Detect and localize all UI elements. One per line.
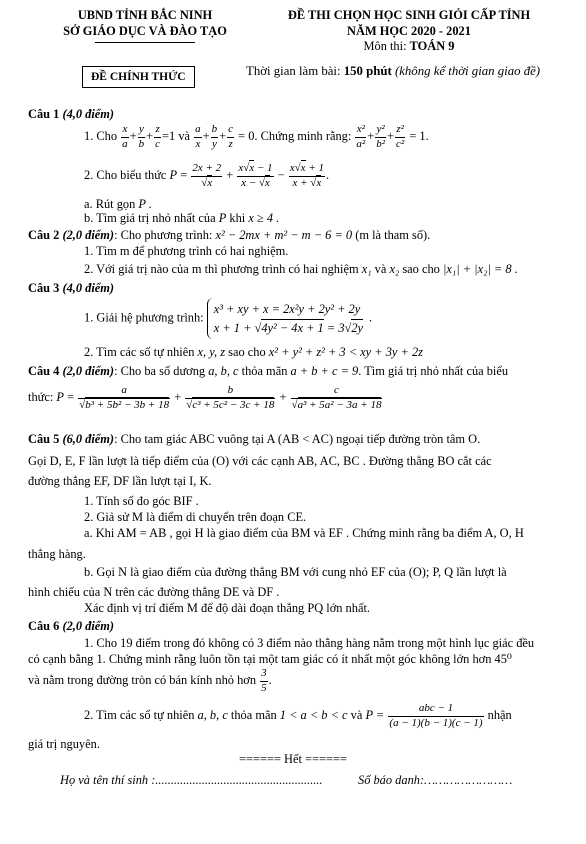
q6-tail: nhận xyxy=(487,707,512,722)
q1-p2-prefix: 2. Cho biểu thức xyxy=(84,167,167,182)
q6-part2-cont: giá trị nguyên. xyxy=(28,737,100,751)
q4-expr-prefix: thức: xyxy=(28,389,54,404)
equation-system: x³ + xy + x = 2x²y + 2y² + 2y x + 1 + √4y² − 4x + 1 = 3√2y xyxy=(207,298,369,339)
q2-points: (2,0 điểm) xyxy=(62,228,115,242)
q6-p1-line1: 1. Cho 19 điểm trong đó không có 3 điểm nào thẳng hàng nằm trong một hình lục giác đều xyxy=(84,636,535,650)
frac-x2-a2: $\frac{\text{x²}}{\text{a²}}$ xyxy=(356,123,366,150)
q3-label: Câu 3 xyxy=(28,281,60,295)
candidate-number-line: Số báo danh:…………………… xyxy=(358,773,513,787)
q5-line2: Gọi D, E, F lần lượt là tiếp điểm của (O) với các cạnh AB, AC, BC . Đường thẳng BO cắt các xyxy=(28,454,492,468)
q6-heading xyxy=(28,619,114,635)
official-badge: ĐỀ CHÍNH THỨC xyxy=(82,66,195,88)
q2-and: và xyxy=(374,262,387,276)
q4-term1: $\frac{a}{\text{√b³ + 5b² − 3b + 18}}$ xyxy=(79,384,170,411)
subject-prefix: Môn thi: xyxy=(363,39,407,53)
exam-subject xyxy=(250,39,568,55)
end-marker: ====== Hết ====== xyxy=(239,752,347,766)
q2-intro xyxy=(28,228,430,244)
q2-x2: x₂ xyxy=(389,262,400,276)
q2-p2-prefix: 2. Với giá trị nào của m thì phương trình có hai nghiệm xyxy=(84,262,359,276)
q2-x1: x₁ xyxy=(361,262,372,276)
candidate-name-line: Họ và tên thí sinh :...................................................... xyxy=(60,773,323,787)
time-value: 150 phút xyxy=(343,64,392,78)
frac-3-5 xyxy=(260,668,268,694)
frac-z2-c2: $\frac{\text{z²}}{\text{c²}}$ xyxy=(396,123,405,150)
q4-intro-text: : Cho ba số dương xyxy=(114,364,206,378)
q4-vars: a, b, c xyxy=(208,364,239,378)
q2-equation: x² − 2mx + m² − m − 6 = 0 xyxy=(215,228,353,242)
q5-part-a: a. Khi AM = AB , gọi H là giao điểm của BM và EF . Chứng minh rằng ba điểm A, O, H xyxy=(84,526,524,540)
exam-time xyxy=(246,64,540,80)
q5-part-b-cont2: Xác định vị trí điểm M để độ dài đoạn thẳng PQ lớn nhất. xyxy=(84,601,370,615)
q2-part2 xyxy=(84,262,518,278)
q4-t1-num: a xyxy=(78,385,170,399)
q4-label: Câu 4 xyxy=(28,364,60,378)
q4-term2: $\frac{b}{\text{√c³ + 5c² − 3c + 18}}$ xyxy=(186,384,275,411)
q6-mid: thỏa mãn xyxy=(230,707,277,722)
q5-part2: 2. Giả sử M là điểm di chuyển trên đoạn CE. xyxy=(84,510,307,524)
sys-line2-a: x + 1 + xyxy=(213,320,255,335)
sys-line2-sqrt2: 2y xyxy=(351,320,364,335)
q3-vars: x, y, z xyxy=(197,345,226,359)
q1-points: (4,0 điểm) xyxy=(62,107,115,121)
q4-cond: a + b + c = 9 xyxy=(290,364,359,378)
q1-p1-eq0: = 0. Chứng minh rằng: xyxy=(238,128,352,143)
q5-line1 xyxy=(28,432,480,448)
q4-t2-num: b xyxy=(185,385,275,399)
q1-part2: 2. Cho biểu thức P = $\frac{2x + 2}{√x}$ + $\frac{x√x - 1}{x - √x}$ − $\frac{x√x + 1}{x + √x}$ . xyxy=(84,162,330,189)
q4-t2-den: c³ + 5c² − 3c + 18 xyxy=(192,398,275,411)
frac-x-a: $\frac{x}{a}$ xyxy=(122,123,128,150)
q3-part1: 1. Giải hệ phương trình: x³ + xy + x = 2x²y + 2y² + 2y x + 1 + √4y² − 4x + 1 = 3√2y. xyxy=(84,298,372,339)
q6-part2 xyxy=(84,703,512,729)
q6-cond: 1 < a < b < c xyxy=(279,707,348,722)
frac-y-b: $\frac{y}{b}$ xyxy=(138,123,145,150)
q4-expression: thức: P = $\frac{a}{\text{√b³ + 5b² − 3b + 18}}$ + $\frac{b}{\text{√c³ + 5c² − 3c + 18}}$ + $\frac{c}{\text{√a³ + 5a² − 3a + 18}}$ xyxy=(28,384,382,411)
time-note: (không kể thời gian giao đề) xyxy=(394,64,541,78)
q5-points: (6,0 điểm) xyxy=(62,432,115,446)
q5-part1: 1. Tính số đo góc BIF . xyxy=(84,494,199,508)
time-prefix: Thời gian làm bài: xyxy=(246,64,341,78)
q5-part-b-cont: hình chiếu của N trên các đường thẳng DE và DF . xyxy=(28,585,280,599)
exam-year: NĂM HỌC 2020 - 2021 xyxy=(347,24,471,38)
q2-param: (m là tham số). xyxy=(355,228,431,242)
q3-p1-prefix: 1. Giải hệ phương trình: xyxy=(84,310,204,325)
frac-p-term1: $\frac{2x + 2}{√x}$ xyxy=(192,162,222,189)
q6-vars: a, b, c xyxy=(197,707,228,722)
frac-c-z: $\frac{c}{z}$ xyxy=(228,123,234,150)
q5-part-b: b. Gọi N là giao điểm của đường thẳng BM với cung nhỏ EF của (O); P, Q lần lượt là xyxy=(84,565,507,579)
q1-part1: 1. Cho $\frac{x}{a}$ + $\frac{y}{b}$ + $\frac{z}{c}$ =1 và $\frac{a}{x}$ + $\frac{b}{y}$ + $\frac{c}{z}$ = 0. Chứng minh rằng: $\frac{\text{x²}}{\text{a²}}$ + $\frac{\text{y²}}{\text{b²}}$ + $\frac{\text{z²}}{\text{c²}}$ = 1. xyxy=(84,123,429,150)
q6-frac-den: (a − 1)(b − 1)(c − 1) xyxy=(389,716,483,729)
q4-tail: . Tìm giá trị nhỏ nhất của biểu xyxy=(358,364,509,378)
q6-frac-num: abc − 1 xyxy=(388,703,483,717)
exam-title: ĐỀ THI CHỌN HỌC SINH GIỎI CẤP TỈNH xyxy=(287,8,531,22)
q5-line3: đường thẳng EF, DF lần lượt tại I, K. xyxy=(28,474,212,488)
q6-and: và xyxy=(350,707,363,722)
frac-3-5-den: 5 xyxy=(261,681,267,694)
q1-part-b xyxy=(84,211,279,227)
subject-value: TOÁN 9 xyxy=(409,39,455,53)
q6-fraction xyxy=(388,703,483,729)
sys-line2-b: = 3 xyxy=(323,320,345,335)
frac-a-x: $\frac{a}{x}$ xyxy=(195,123,201,150)
sys-line1: x³ + xy + x = 2x²y + 2y² + 2y xyxy=(213,302,361,316)
dept-name: UBND TỈNH BẮC NINH xyxy=(77,8,213,22)
sys-line2-sqrt: 4y² − 4x + 1 xyxy=(261,320,324,335)
q3-ineq: x² + y² + z² + 3 < xy + 3y + 2z xyxy=(268,345,424,359)
q4-intro xyxy=(28,364,508,380)
office-name: SỞ GIÁO DỤC VÀ ĐÀO TẠO xyxy=(63,24,227,38)
q4-points: (2,0 điểm) xyxy=(62,364,115,378)
q1-b-P: P xyxy=(218,211,227,225)
frac-p-term2: $\frac{x√x - 1}{x - √x}$ xyxy=(238,162,273,189)
q2-intro-text: : Cho phương trình: xyxy=(114,228,213,242)
q4-t3-den: a³ + 5a² − 3a + 18 xyxy=(297,398,382,411)
q4-term3: $\frac{c}{\text{√a³ + 5a² − 3a + 18}}$ xyxy=(291,384,382,411)
q6-p1-line2: có cạnh bằng 1. Chứng minh rằng luôn tồn tại một tam giác có ít nhất một góc không lớn hơn 45⁰ xyxy=(28,652,512,666)
q2-part1: 1. Tìm m để phương trình có hai nghiệm. xyxy=(84,244,289,258)
q1-b-when: khi xyxy=(229,211,246,225)
q2-cond: |x₁| + |x₂| = 8 . xyxy=(442,262,518,276)
q4-t3-num: c xyxy=(291,385,383,399)
q2-suffix: sao cho xyxy=(402,262,440,276)
frac-p-term3: $\frac{x√x + 1}{x + √x}$ xyxy=(289,162,324,189)
frac-y2-b2: $\frac{\text{y²}}{\text{b²}}$ xyxy=(376,123,386,150)
q3-part2 xyxy=(84,345,423,361)
q6-points: (2,0 điểm) xyxy=(62,619,115,633)
q2-label: Câu 2 xyxy=(28,228,60,242)
q4-t1-den: b³ + 5b² − 3b + 18 xyxy=(85,398,170,411)
q1-heading xyxy=(28,107,114,123)
q1-a-P: P . xyxy=(138,197,152,211)
q6-p1-line3-text: và nằm trong đường tròn có bán kính nhỏ hơn xyxy=(28,672,257,687)
q6-p2-prefix: 2. Tìm các số tự nhiên xyxy=(84,707,195,722)
frac-3-5-num: 3 xyxy=(260,668,268,682)
frac-b-y: $\frac{b}{y}$ xyxy=(211,123,218,150)
q1-p1-eq1: = 1. xyxy=(409,128,429,143)
q5-label: Câu 5 xyxy=(28,432,60,446)
q1-b-cond: x ≥ 4 . xyxy=(248,211,280,225)
q3-p2-prefix: 2. Tìm các số tự nhiên xyxy=(84,345,195,359)
q1-p1-prefix: 1. Cho xyxy=(84,128,118,143)
header-underline xyxy=(95,42,195,43)
q3-mid: sao cho xyxy=(228,345,266,359)
q1-a-text: a. Rút gọn xyxy=(84,197,136,211)
q3-points: (4,0 điểm) xyxy=(62,281,115,295)
q6-label: Câu 6 xyxy=(28,619,60,633)
q1-label: Câu 1 xyxy=(28,107,60,121)
frac-z-c: $\frac{z}{c}$ xyxy=(155,123,161,150)
q6-p1-line3: và nằm trong đường tròn có bán kính nhỏ hơn $\frac{3}{5}$ . xyxy=(28,667,272,694)
q6-P: P = xyxy=(365,707,385,722)
q1-b-text: b. Tìm giá trị nhỏ nhất của xyxy=(84,211,216,225)
q5-part-a-cont: thẳng hàng. xyxy=(28,547,86,561)
q1-p1-and: và xyxy=(178,128,191,143)
q5-line1-text: : Cho tam giác ABC vuông tại A (AB < AC) ngoại tiếp đường tròn tâm O. xyxy=(114,432,481,446)
q4-mid: thỏa mãn xyxy=(241,364,288,378)
q3-heading xyxy=(28,281,114,297)
